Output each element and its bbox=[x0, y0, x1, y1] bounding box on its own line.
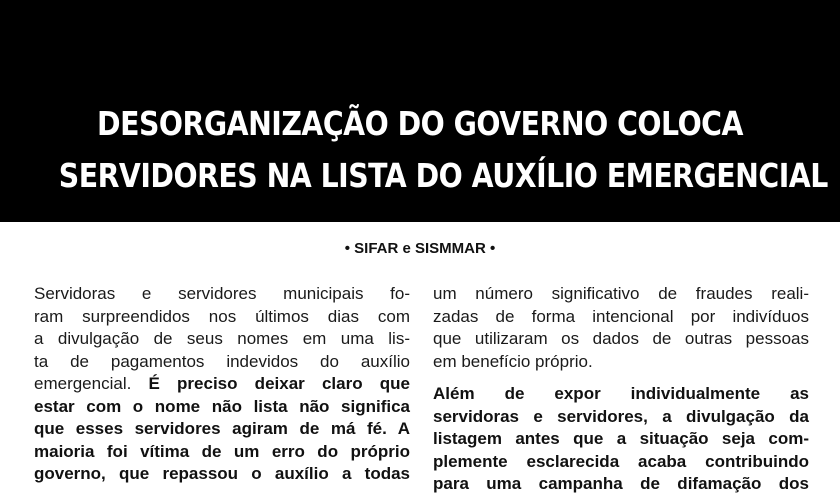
body-line: em benefício próprio. bbox=[433, 351, 593, 371]
body-line: ram surpreendidos nos últimos dias com bbox=[34, 306, 410, 326]
body-text: emergencial. bbox=[34, 374, 132, 393]
body-line: zadas de forma intencional por indivíduos bbox=[433, 306, 809, 326]
emphasis-line: maioria foi vítima de um erro do próprio bbox=[34, 441, 410, 461]
body-line: ta de pagamentos indevidos do auxílio bbox=[34, 351, 410, 371]
body-line-mixed bbox=[34, 373, 410, 396]
body-line: um número significativo de fraudes reali- bbox=[433, 284, 809, 303]
emphasis-line: servidoras e servidores, a divulgação da bbox=[433, 406, 809, 426]
body-line: Servidoras e servidores municipais fo- bbox=[34, 284, 410, 303]
emphasis-line: listagem antes que a situação seja com- bbox=[433, 429, 809, 448]
emphasis-line: para uma campanha de difamação dos bbox=[433, 474, 809, 493]
emphasis-text: É preciso deixar claro que bbox=[131, 374, 410, 393]
headline-line-1: DESORGANIZAÇÃO DO GOVERNO COLOCA bbox=[97, 104, 743, 143]
headline-line-2: SERVIDORES NA LISTA DO AUXÍLIO EMERGENCIAL bbox=[58, 156, 828, 195]
emphasis-line: governo, que repassou o auxílio a todas bbox=[34, 464, 410, 483]
paragraph-gap bbox=[433, 373, 809, 383]
byline: • SIFAR e SISMMAR • bbox=[344, 240, 496, 257]
emphasis-line: estar com o nome não lista não significa bbox=[34, 396, 410, 416]
article-column-left bbox=[34, 283, 410, 486]
emphasis-line: plemente esclarecida acaba contribuindo bbox=[433, 451, 809, 471]
headline-banner bbox=[0, 0, 840, 222]
emphasis-line: que esses servidores agiram de má fé. A bbox=[34, 419, 410, 438]
body-line: que utilizaram os dados de outras pessoas bbox=[433, 329, 809, 348]
article-column-right bbox=[433, 283, 809, 496]
body-line: a divulgação de seus nomes em uma lis- bbox=[34, 329, 410, 348]
emphasis-line: Além de expor individualmente as bbox=[433, 384, 809, 403]
headline bbox=[58, 98, 828, 202]
